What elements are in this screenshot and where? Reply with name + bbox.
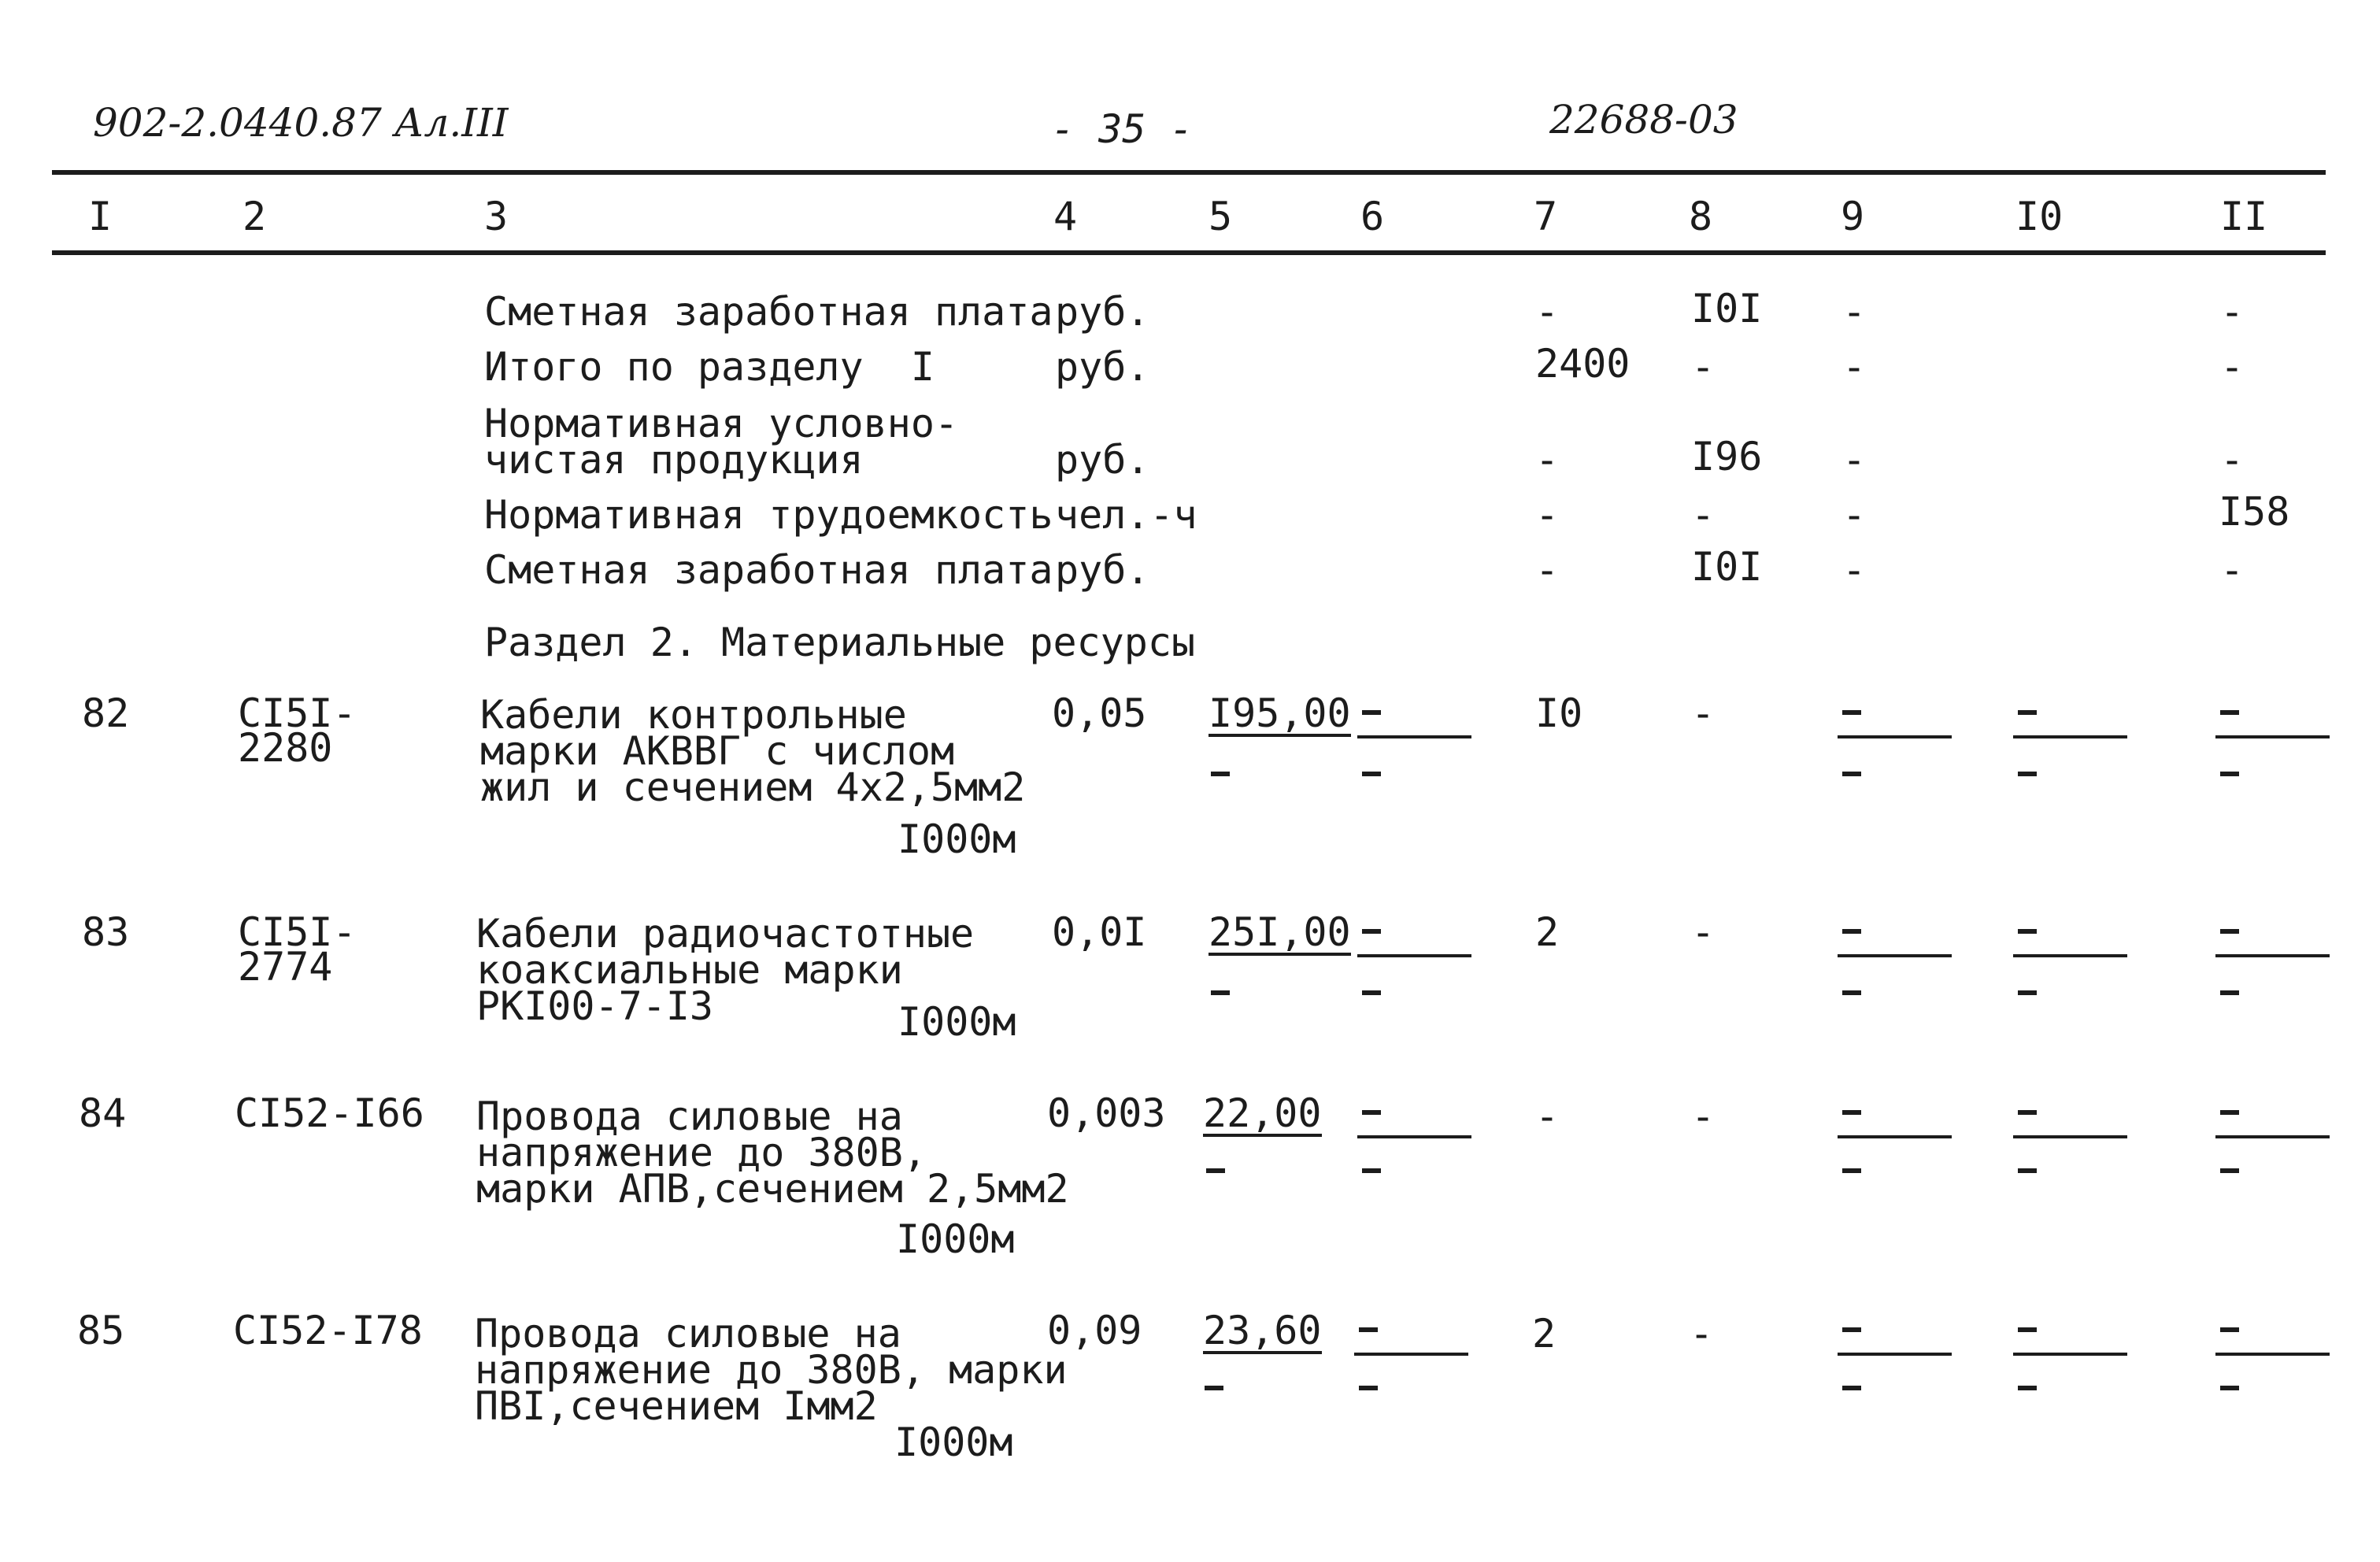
row-unit: I000м: [894, 1419, 1013, 1465]
fraction-dash: [2220, 1168, 2239, 1173]
col-header-11: II: [2220, 194, 2268, 239]
fraction-dash: [2018, 772, 2037, 776]
fraction-dash: [2018, 929, 2037, 934]
row-description: напряжение до 380В, марки: [475, 1347, 1068, 1393]
fraction-dash: [1359, 1327, 1378, 1332]
summary-c11: I58: [2219, 489, 2290, 535]
row-c8: -: [1690, 1311, 1714, 1357]
summary-unit: чел.-ч: [1055, 492, 1197, 538]
page-number: - 35 -: [1051, 106, 1194, 152]
row-description: Кабели контрольные: [480, 692, 907, 738]
fraction-dash: [2018, 1110, 2037, 1115]
document-number: 22688-03: [1549, 97, 1738, 143]
fraction-dash: [2018, 1327, 2037, 1332]
header-bottom-rule: [52, 250, 2326, 255]
summary-unit: руб.: [1055, 547, 1150, 593]
fraction-dash: [1206, 1168, 1225, 1173]
row-code: CI52-I78: [233, 1308, 423, 1353]
fraction-dash: [2220, 1327, 2239, 1332]
fraction-dash: [1842, 990, 1861, 995]
row-price: I95,00: [1209, 690, 1351, 736]
summary-label: чистая продукция: [484, 437, 864, 483]
fraction-line: [1357, 1135, 1471, 1138]
fraction-dash: [2220, 1386, 2239, 1390]
fraction-dash: [1362, 772, 1381, 776]
fraction-dash: [2220, 710, 2239, 715]
fraction-dash: [2018, 990, 2037, 995]
row-c7: I0: [1535, 690, 1583, 736]
row-unit: I000м: [898, 999, 1016, 1045]
col-header-2: 2: [242, 194, 267, 239]
fraction-line: [1838, 1353, 1952, 1356]
document-code: 902-2.0440.87 Ал.III: [93, 100, 509, 146]
fraction-line: [2215, 1135, 2330, 1138]
fraction-dash: [2220, 772, 2239, 776]
row-unit: I000м: [898, 816, 1016, 862]
summary-unit: руб.: [1055, 437, 1150, 483]
summary-c8: I0I: [1691, 286, 1763, 331]
summary-c8: I96: [1691, 434, 1763, 479]
summary-c7: -: [1535, 547, 1560, 593]
summary-c11: -: [2220, 547, 2245, 593]
fraction-dash: [1842, 1168, 1861, 1173]
row-c8: -: [1691, 1094, 1716, 1139]
row-description: Кабели радиочастотные: [476, 911, 975, 957]
summary-c9: -: [1842, 344, 1867, 390]
summary-c9: -: [1842, 437, 1867, 483]
row-description: Провода силовые на: [475, 1311, 901, 1357]
summary-c9: -: [1842, 547, 1867, 593]
fraction-dash: [1362, 1110, 1381, 1115]
row-description: жил и сечением 4х2,5мм2: [480, 764, 1026, 810]
row-description: РКI00-7-I3: [476, 983, 714, 1029]
fraction-dash: [1842, 929, 1861, 934]
fraction-line: [1838, 1135, 1952, 1138]
row-number: 82: [82, 690, 130, 736]
fraction-dash: [2018, 1168, 2037, 1173]
fraction-dash: [1362, 710, 1381, 715]
summary-c8: I0I: [1691, 544, 1763, 590]
fraction-line: [1357, 735, 1471, 738]
summary-label: Нормативная трудоемкость: [484, 492, 1053, 538]
summary-c11: -: [2220, 289, 2245, 335]
row-number: 85: [77, 1308, 125, 1353]
row-description: напряжение до 380В,: [476, 1130, 927, 1175]
col-header-10: I0: [2015, 194, 2064, 239]
fraction-line: [2215, 735, 2330, 738]
col-header-3: 3: [484, 194, 509, 239]
row-number: 84: [79, 1090, 127, 1136]
fraction-dash: [2018, 710, 2037, 715]
row-quantity: 0,09: [1047, 1308, 1142, 1353]
summary-c11: -: [2220, 344, 2245, 390]
fraction-dash: [2220, 929, 2239, 934]
fraction-dash: [2220, 1110, 2239, 1115]
row-code: CI5I-: [238, 909, 357, 955]
row-c7: 2: [1532, 1311, 1556, 1357]
fraction-dash: [1842, 1110, 1861, 1115]
summary-c8: -: [1691, 344, 1716, 390]
row-price: 23,60: [1203, 1308, 1322, 1353]
fraction-line: [2215, 1353, 2330, 1356]
summary-label: Нормативная условно-: [484, 401, 959, 446]
fraction-dash: [1842, 1327, 1861, 1332]
summary-label: Сметная заработная плата: [484, 547, 1053, 593]
header-top-rule: [52, 170, 2326, 175]
fraction-line: [1838, 954, 1952, 957]
fraction-dash: [1362, 929, 1381, 934]
summary-c9: -: [1842, 492, 1867, 538]
fraction-dash: [1359, 1386, 1378, 1390]
row-description: коаксиальные марки: [476, 947, 903, 993]
fraction-dash: [2018, 1386, 2037, 1390]
fraction-dash: [1205, 1386, 1223, 1390]
row-code: 2774: [238, 944, 333, 990]
col-header-7: 7: [1534, 194, 1558, 239]
fraction-dash: [1842, 772, 1861, 776]
summary-c8: -: [1691, 492, 1716, 538]
col-header-8: 8: [1689, 194, 1713, 239]
row-number: 83: [82, 909, 130, 955]
fraction-line: [2215, 954, 2330, 957]
row-description: марки АКВВГ с числом: [480, 728, 955, 774]
fraction-dash: [1362, 1168, 1381, 1173]
row-c7: -: [1535, 1094, 1560, 1139]
fraction-line: [2013, 1353, 2127, 1356]
summary-label: Сметная заработная плата: [484, 289, 1053, 335]
row-unit: I000м: [896, 1216, 1015, 1262]
row-price: 22,00: [1203, 1090, 1322, 1136]
row-c7: 2: [1535, 909, 1560, 955]
row-code: CI52-I66: [235, 1090, 424, 1136]
col-header-5: 5: [1209, 194, 1233, 239]
summary-c7: -: [1535, 492, 1560, 538]
row-description: ПВI,сечением Iмм2: [475, 1383, 878, 1429]
fraction-dash: [1211, 990, 1230, 995]
fraction-dash: [1842, 1386, 1861, 1390]
fraction-line: [1838, 735, 1952, 738]
col-header-4: 4: [1053, 194, 1078, 239]
summary-unit: руб.: [1055, 344, 1150, 390]
row-description: марки АПВ,сечением 2,5мм2: [476, 1166, 1069, 1212]
row-quantity: 0,0I: [1052, 909, 1147, 955]
summary-c7: -: [1535, 289, 1560, 335]
fraction-dash: [1211, 772, 1230, 776]
row-quantity: 0,003: [1047, 1090, 1166, 1136]
col-header-1: I: [88, 194, 113, 239]
section-title: Раздел 2. Материальные ресурсы: [484, 620, 1196, 665]
fraction-line: [1357, 954, 1471, 957]
fraction-line: [2013, 735, 2127, 738]
summary-label: Итого по разделу I: [484, 344, 935, 390]
summary-c7: -: [1535, 437, 1560, 483]
fraction-dash: [1362, 990, 1381, 995]
row-code: 2280: [238, 725, 333, 771]
fraction-dash: [1842, 710, 1861, 715]
col-header-6: 6: [1360, 194, 1385, 239]
row-price: 25I,00: [1209, 909, 1351, 955]
row-c8: -: [1691, 690, 1716, 736]
summary-c9: -: [1842, 289, 1867, 335]
col-header-9: 9: [1841, 194, 1865, 239]
row-code: CI5I-: [238, 690, 357, 736]
summary-c11: -: [2220, 437, 2245, 483]
fraction-dash: [2220, 990, 2239, 995]
fraction-line: [2013, 954, 2127, 957]
row-quantity: 0,05: [1052, 690, 1147, 736]
summary-c7: 2400: [1535, 341, 1630, 387]
fraction-line: [2013, 1135, 2127, 1138]
summary-unit: руб.: [1055, 289, 1150, 335]
fraction-line: [1354, 1353, 1468, 1356]
row-c8: -: [1691, 909, 1716, 955]
row-description: Провода силовые на: [476, 1094, 903, 1139]
